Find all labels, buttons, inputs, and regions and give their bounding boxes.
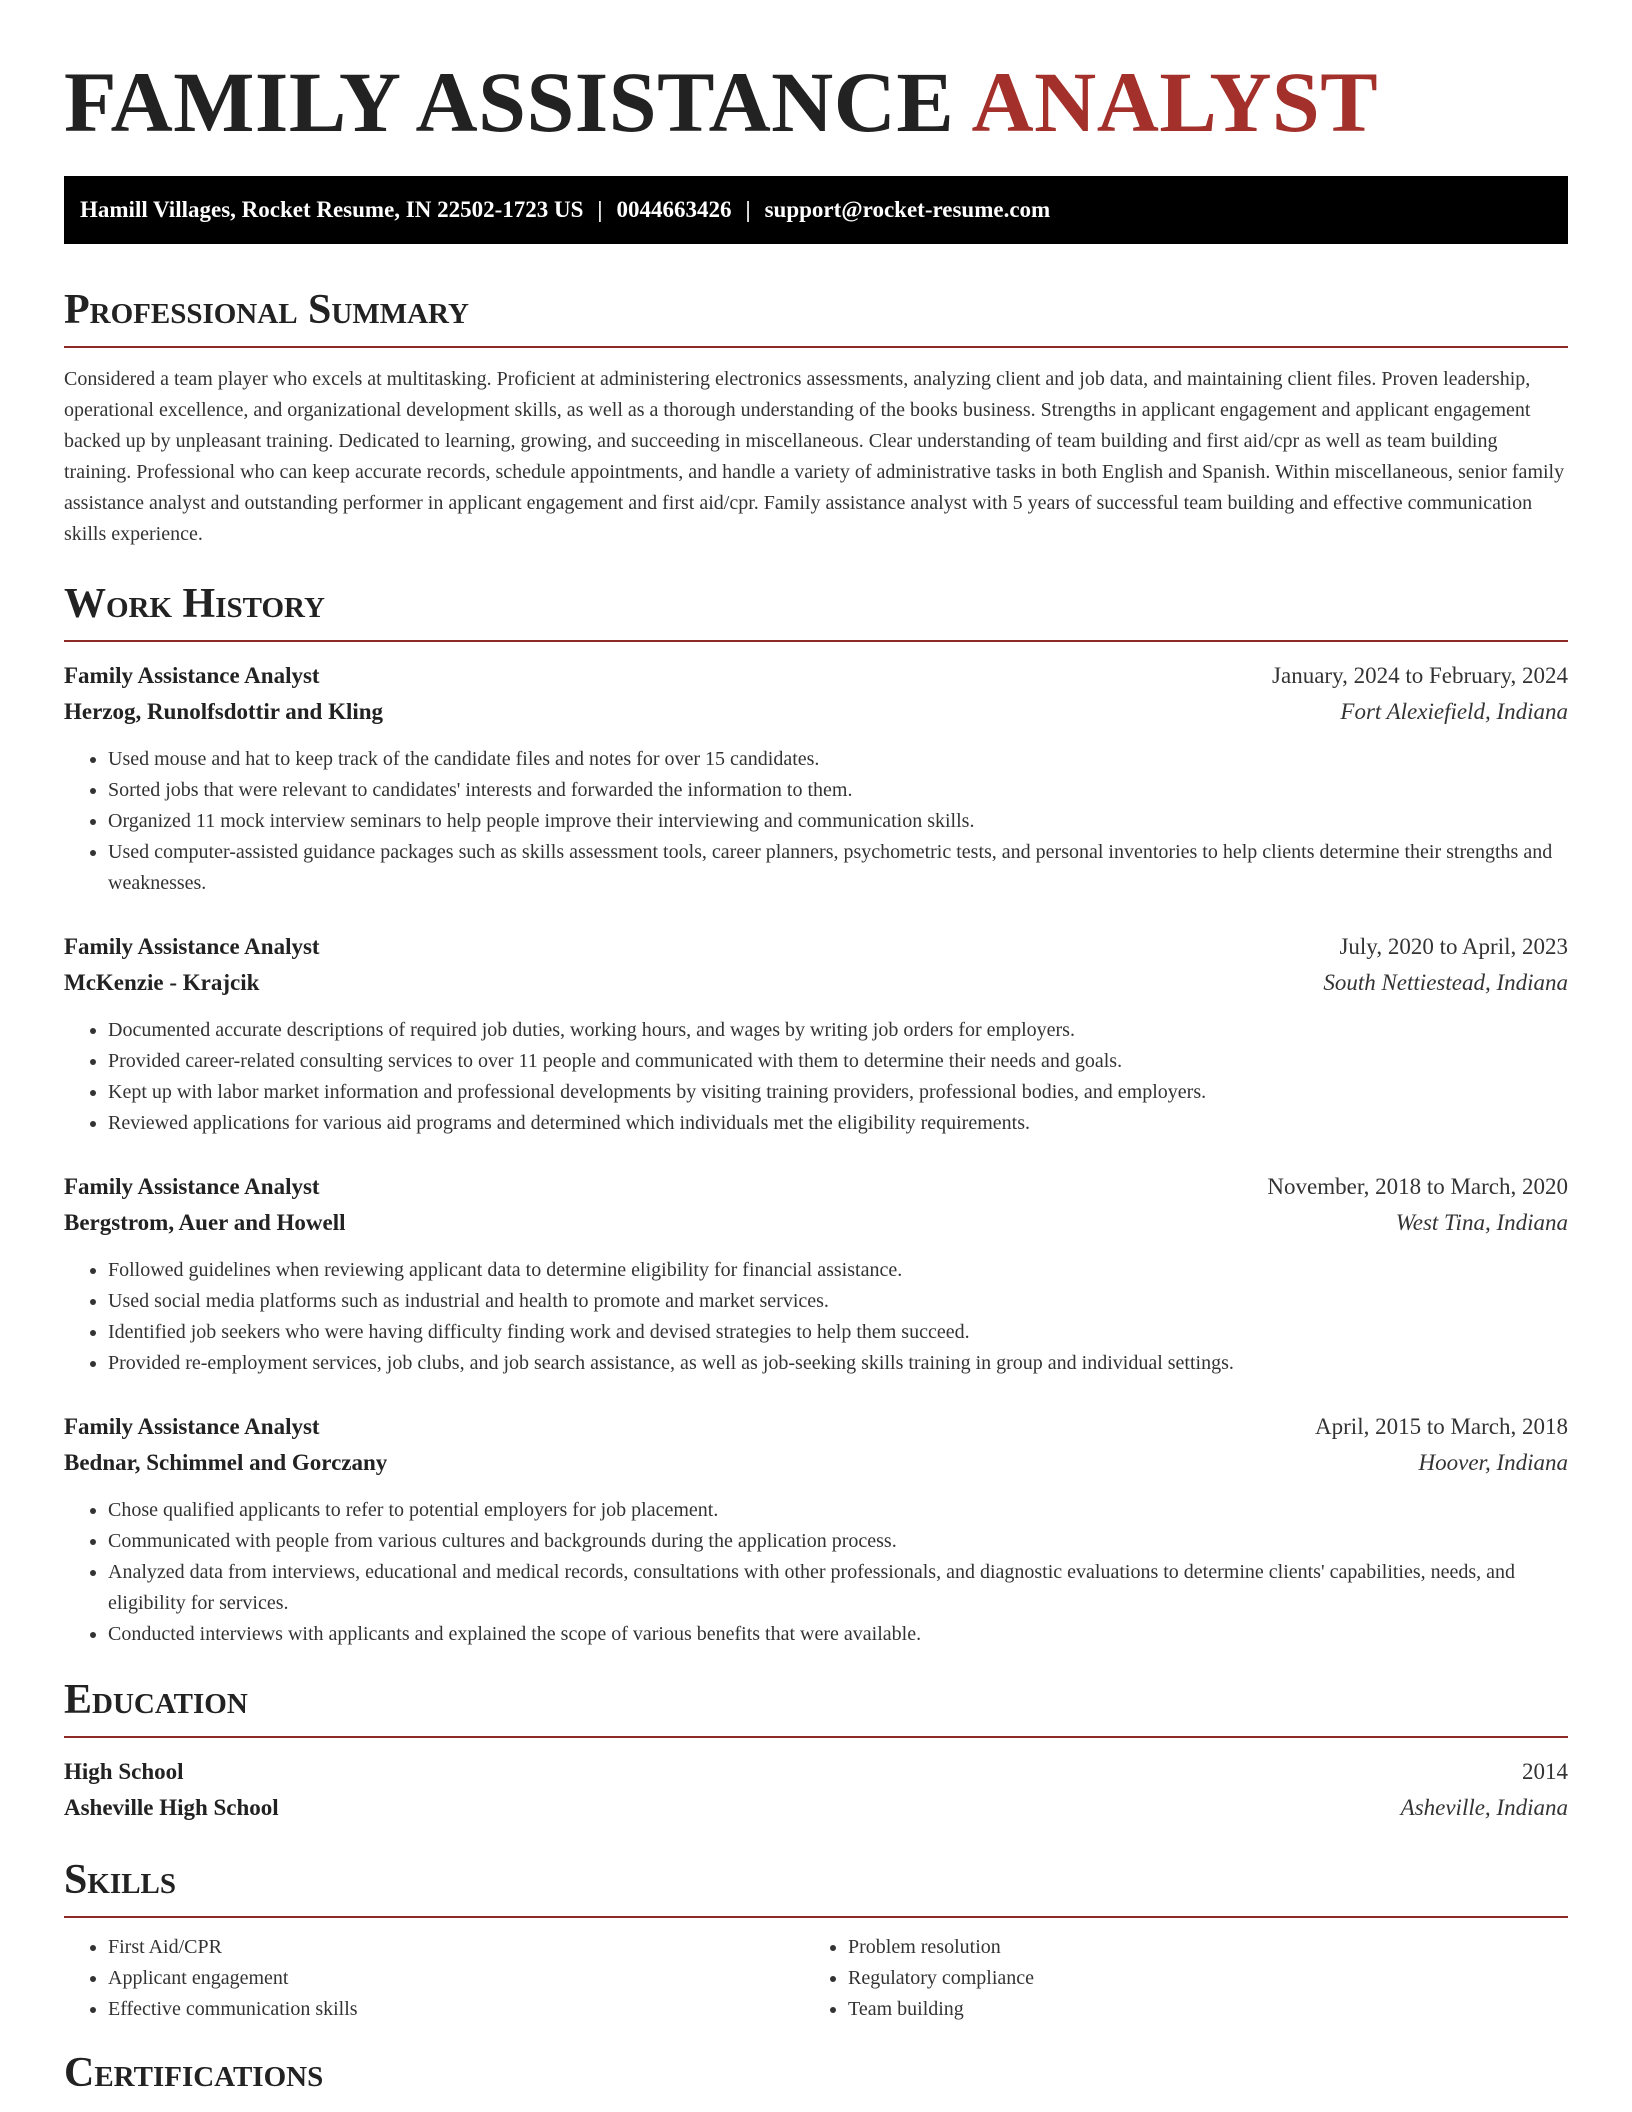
summary-section [64,284,1568,550]
list-item: • Reviewed applications for various aid programs and determined which individuals met the eligibility requirements. [108,1108,1568,1139]
certifications-section [64,2047,1568,2099]
job-company: Herzog, Runolfsdottir and Kling [64,699,384,724]
list-item: • Used computer-assisted guidance packages such as skills assessment tools, career planners, psychometric tests, and personal inventories to help clients determine their strengths and weaknesses. [108,837,1568,899]
education-heading: Education [64,1677,248,1723]
education-school: Asheville High School [64,1795,279,1820]
job-location: West Tina, Indiana [1395,1210,1568,1235]
list-item: • Documented accurate descriptions of required job duties, working hours, and wages by writing job orders for employers. [108,1015,1568,1046]
list-item: • Applicant engagement [108,1963,804,1994]
education-degree: High School [64,1759,184,1784]
resume-page [64,0,1568,2099]
job-dates: July, 2020 to April, 2023 [1339,934,1568,959]
job-title: Family Assistance Analyst [64,1414,320,1439]
skills-grid [64,1932,1568,2025]
summary-heading: Professional Summary [64,287,469,333]
education-section [64,1674,1568,1826]
skills-list-left [64,1932,804,2025]
job-location: Hoover, Indiana [1418,1450,1568,1475]
list-item: • Chose qualified applicants to refer to potential employers for job placement. [108,1495,1568,1526]
job-dates: November, 2018 to March, 2020 [1267,1174,1568,1199]
resume-name [64,0,1568,172]
section-divider [64,640,1568,642]
list-item: • Effective communication skills [108,1994,804,2025]
list-item: • Analyzed data from interviews, educational and medical records, consultations with other professionals, and diagnostic evaluations to determine clients' capabilities, needs, and eligibility for services. [108,1557,1568,1619]
job-company: McKenzie - Krajcik [64,970,260,995]
list-item: • Problem resolution [848,1932,1544,1963]
contact-email: support@rocket-resume.com [764,197,1051,222]
contact-bar [64,176,1568,244]
section-divider [64,346,1568,348]
job-entry [64,658,1568,899]
skills-heading: Skills [64,1857,177,1903]
job-company: Bednar, Schimmel and Gorczany [64,1450,388,1475]
list-item: • Used mouse and hat to keep track of the candidate files and notes for over 15 candidates. [108,744,1568,775]
contact-separator: | [745,197,751,222]
section-divider [64,1736,1568,1738]
list-item: • Communicated with people from various cultures and backgrounds during the application process. [108,1526,1568,1557]
list-item: • Provided career-related consulting services to over 11 people and communicated with them to determine their needs and goals. [108,1046,1568,1077]
education-location: Asheville, Indiana [1400,1795,1568,1820]
job-dates: April, 2015 to March, 2018 [1315,1414,1568,1439]
list-item: • Sorted jobs that were relevant to candidates' interests and forwarded the information to them. [108,775,1568,806]
job-bullets [64,1015,1568,1139]
work-history-section [64,578,1568,1650]
list-item: • Team building [848,1994,1544,2025]
job-entry [64,929,1568,1139]
job-dates: January, 2024 to February, 2024 [1272,663,1568,688]
skills-section [64,1854,1568,2025]
contact-address: Hamill Villages, Rocket Resume, IN 22502-1723 US [80,197,584,222]
section-divider [64,1916,1568,1918]
list-item: • Provided re-employment services, job clubs, and job search assistance, as well as job-seeking skills training in group and individual settings. [108,1348,1568,1379]
job-entry [64,1169,1568,1379]
job-bullets [64,1495,1568,1650]
list-item: • Identified job seekers who were having difficulty finding work and devised strategies to help them succeed. [108,1317,1568,1348]
list-item: • Used social media platforms such as industrial and health to promote and market services. [108,1286,1568,1317]
contact-phone: 0044663426 [616,197,732,222]
list-item: • Organized 11 mock interview seminars to help people improve their interviewing and communication skills. [108,806,1568,837]
education-year: 2014 [1522,1759,1568,1784]
job-title: Family Assistance Analyst [64,663,320,688]
summary-text: Considered a team player who excels at multitasking. Proficient at administering electronics assessments, analyzing client and job data, and maintaining client files. Proven leadership, operational excellence, and organizational development skills, as well as a thorough understanding of the books business. Strengths in applicant engagement and applicant engagement backed up by unpleasant training. Dedicated to learning, growing, and succeeding in miscellaneous. Clear understanding of team building and first aid/cpr as well as team building training. Professional who can keep accurate records, schedule appointments, and handle a variety of administrative tasks in both English and Spanish. Within miscellaneous, senior family assistance analyst and outstanding performer in applicant engagement and first aid/cpr. Family assistance analyst with 5 years of successful team building and effective communication skills experience. [64,368,1565,545]
list-item: • Followed guidelines when reviewing applicant data to determine eligibility for financial assistance. [108,1255,1568,1286]
list-item: • Kept up with labor market information and professional developments by visiting training providers, professional bodies, and employers. [108,1077,1568,1108]
work-history-heading: Work History [64,581,325,627]
skills-list-right [804,1932,1544,2025]
list-item: • First Aid/CPR [108,1932,804,1963]
job-location: Fort Alexiefield, Indiana [1340,699,1568,724]
education-entry [64,1754,1568,1826]
job-location: South Nettiestead, Indiana [1323,970,1568,995]
job-bullets [64,744,1568,899]
contact-separator: | [597,197,603,222]
name-main: FAMILY ASSISTANCE [64,54,955,150]
job-title: Family Assistance Analyst [64,934,320,959]
job-company: Bergstrom, Auer and Howell [64,1210,346,1235]
job-entry [64,1409,1568,1650]
list-item: • Conducted interviews with applicants and explained the scope of various benefits that were available. [108,1619,1568,1650]
name-accent: ANALYST [971,54,1379,150]
list-item: • Regulatory compliance [848,1963,1544,1994]
job-title: Family Assistance Analyst [64,1174,320,1199]
job-bullets [64,1255,1568,1379]
certifications-heading: Certifications [64,2050,324,2096]
